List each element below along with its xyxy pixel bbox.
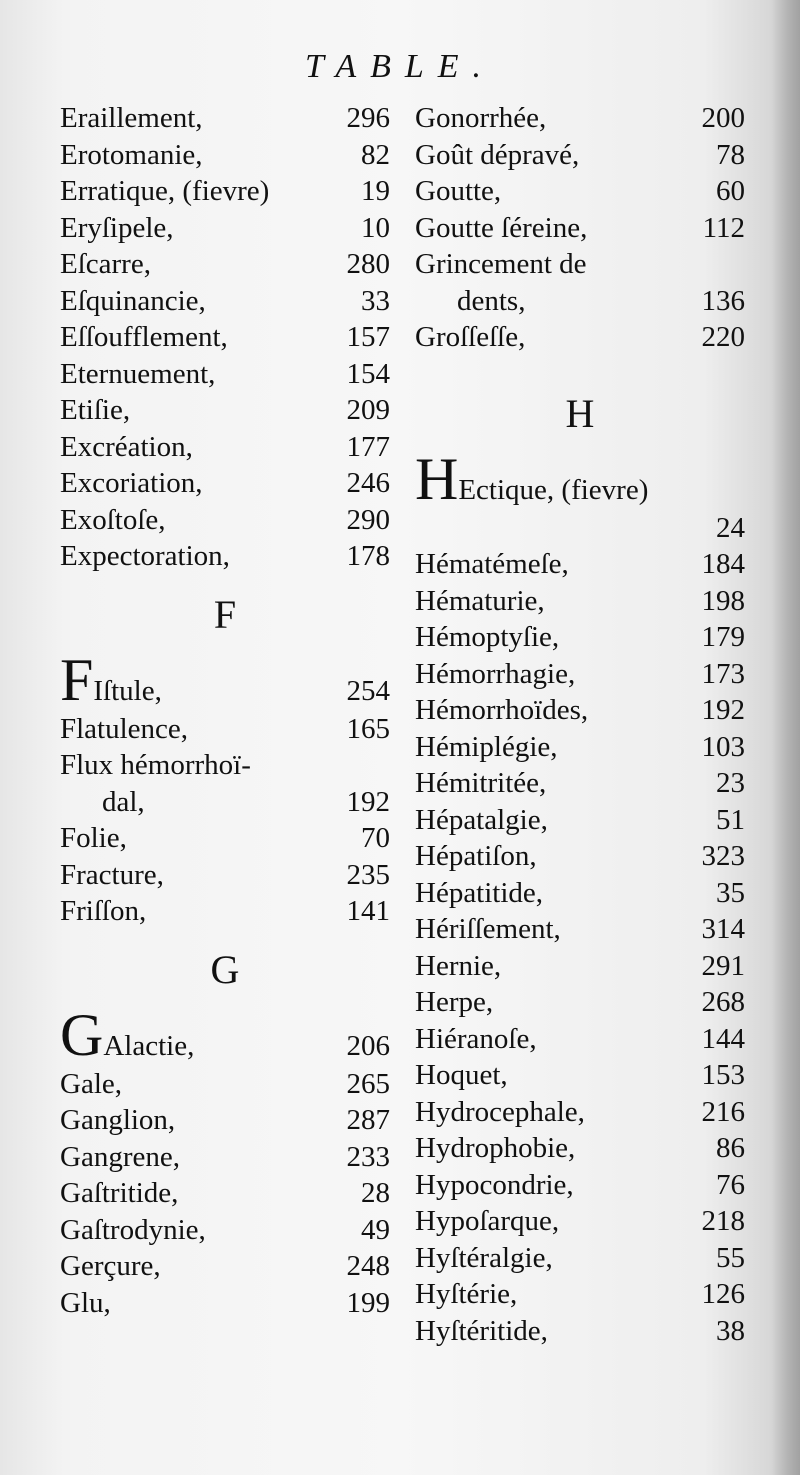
entry-term: Hémoptyſie, (415, 621, 560, 653)
index-entry (415, 911, 745, 948)
entry-page: 290 (346, 503, 390, 536)
index-entry (60, 538, 390, 575)
index-entry (415, 1057, 745, 1094)
drop-capital: F (60, 646, 94, 713)
index-entry-page-continuation (415, 510, 745, 547)
entry-page: 165 (346, 712, 390, 745)
index-entry (415, 765, 745, 802)
entry-page: 179 (701, 621, 745, 653)
index-entry-initial (60, 646, 390, 713)
index-entry (415, 1094, 745, 1131)
entry-page: 177 (346, 430, 390, 463)
entry-page: 220 (701, 321, 745, 353)
section-letter-f: F (213, 591, 237, 637)
entry-term: Hépatitide, (415, 876, 544, 909)
entry-page: 51 (716, 803, 745, 836)
entry-page: 173 (701, 657, 745, 690)
entry-page: 82 (361, 138, 390, 171)
entry-term: Goutte ſéreine, (415, 211, 588, 244)
index-entry (60, 1066, 390, 1103)
entry-term: Excoriation, (60, 467, 203, 499)
entry-page: 141 (346, 895, 390, 927)
entry-page: 296 (346, 102, 390, 134)
index-entry-initial (60, 1001, 390, 1068)
page-gutter-shadow (772, 0, 800, 1475)
entry-term: Iſtule, (93, 674, 162, 707)
entry-page: 28 (361, 1177, 390, 1209)
index-entry (60, 502, 390, 539)
entry-term: Grincement de (415, 248, 587, 280)
entry-term: Hyſtéritide, (415, 1314, 548, 1347)
index-entry (415, 283, 745, 320)
entry-term: Gaſtrodynie, (60, 1213, 206, 1246)
entry-term: Hydrocephale, (415, 1095, 585, 1128)
index-entry (60, 137, 390, 174)
index-entry (60, 1248, 390, 1285)
entry-page: 184 (701, 548, 745, 580)
entry-term: Eraillement, (60, 102, 203, 134)
index-entry (415, 692, 745, 729)
entry-page: 178 (346, 540, 390, 572)
index-entry (415, 319, 745, 356)
index-entry (60, 100, 390, 137)
g-entries (60, 1066, 390, 1322)
index-entry (60, 319, 390, 356)
right-column (415, 100, 745, 1349)
index-entry (415, 1021, 745, 1058)
index-entry (415, 1240, 745, 1277)
index-entry (60, 784, 390, 821)
entry-page: 126 (701, 1278, 745, 1310)
entry-term: Goutte, (415, 175, 502, 207)
index-entry (60, 1175, 390, 1212)
entry-term: Goût dépravé, (415, 138, 580, 171)
entry-term: Hypocondrie, (415, 1168, 574, 1201)
entry-term: Hémorrhoïdes, (415, 694, 589, 726)
entry-term: dal, (102, 785, 145, 818)
index-entry (415, 1203, 745, 1240)
entry-page: 112 (702, 211, 745, 244)
entry-page: 246 (346, 467, 390, 499)
entry-page: 287 (346, 1104, 390, 1136)
entry-page: 233 (346, 1140, 390, 1173)
index-entry-initial (415, 445, 745, 512)
page-header: TABLE. (304, 48, 496, 85)
entry-term: Alactie, (103, 1029, 195, 1062)
entry-term: Gaſtritide, (60, 1177, 179, 1209)
entry-page: 153 (701, 1059, 745, 1091)
e-entries (60, 100, 390, 575)
entry-page: 192 (346, 785, 390, 818)
entry-term: Hiéranoſe, (415, 1022, 537, 1055)
index-entry (415, 875, 745, 912)
entry-page: 23 (716, 767, 745, 799)
index-entry (60, 465, 390, 502)
entry-page: 70 (361, 822, 390, 854)
index-entry (60, 893, 390, 930)
entry-page: 291 (701, 949, 745, 982)
g-entries-continued (415, 100, 745, 356)
index-entry (60, 392, 390, 429)
index-entry (415, 619, 745, 656)
entry-term: Exoſtoſe, (60, 503, 166, 536)
entry-term: Hyſtérie, (415, 1278, 518, 1310)
entry-page: 157 (346, 321, 390, 353)
entry-term: Hypoſarque, (415, 1205, 560, 1237)
entry-page: 248 (346, 1250, 390, 1282)
index-entry (415, 173, 745, 210)
index-entry (60, 711, 390, 748)
entry-term: Hépatalgie, (415, 803, 548, 836)
h-entries (415, 546, 745, 1349)
entry-term: Flatulence, (60, 712, 189, 745)
entry-term: Hernie, (415, 949, 502, 982)
index-entry (415, 1313, 745, 1350)
entry-page: 86 (716, 1132, 745, 1164)
entry-page: 314 (701, 913, 745, 945)
entry-term: Gerçure, (60, 1250, 161, 1282)
index-entry (415, 729, 745, 766)
entry-term: Etiſie, (60, 394, 131, 426)
index-entry (415, 583, 745, 620)
entry-term: Hématémeſe, (415, 548, 569, 580)
entry-page: 136 (701, 284, 745, 317)
entry-page: 55 (716, 1241, 745, 1274)
entry-page: 35 (716, 876, 745, 909)
entry-page: 38 (716, 1314, 745, 1347)
index-entry (60, 246, 390, 283)
entry-page: 218 (701, 1205, 745, 1237)
entry-term: Hyſtéralgie, (415, 1241, 553, 1274)
section-letter-h: H (565, 390, 595, 436)
entry-page: 235 (346, 858, 390, 891)
index-entry (60, 1212, 390, 1249)
entry-page: 323 (701, 840, 745, 872)
entry-page: 10 (361, 211, 390, 244)
entry-term: Erotomanie, (60, 138, 203, 171)
entry-term: Gale, (60, 1067, 122, 1100)
drop-capital: G (60, 1001, 104, 1068)
entry-term: Hématurie, (415, 584, 545, 617)
entry-term: Hémorrhagie, (415, 657, 576, 690)
entry-page: 78 (716, 138, 745, 171)
entry-page: 103 (701, 730, 745, 763)
index-entry (415, 656, 745, 693)
entry-term: Hériſſement, (415, 913, 561, 945)
entry-term: Eſcarre, (60, 248, 151, 280)
entry-page: 265 (346, 1067, 390, 1100)
entry-term: Gonorrhée, (415, 102, 547, 134)
entry-term: Erratique, (fievre) (60, 175, 270, 207)
section-letter-g: G (210, 946, 240, 992)
entry-page: 24 (716, 511, 745, 544)
index-entry (60, 210, 390, 247)
drop-capital: H (415, 445, 459, 512)
entry-term: Eryſipele, (60, 211, 174, 244)
index-entry (60, 1285, 390, 1322)
index-entry (60, 1139, 390, 1176)
index-entry (60, 356, 390, 393)
entry-page: 19 (361, 175, 390, 207)
entry-term: Friſſon, (60, 895, 147, 927)
entry-page: 199 (346, 1286, 390, 1319)
index-entry (415, 1167, 745, 1204)
index-entry (60, 1102, 390, 1139)
entry-page: 33 (361, 284, 390, 317)
entry-term: Hydrophobie, (415, 1132, 576, 1164)
entry-term: Flux hémorrhoï- (60, 749, 251, 781)
entry-page: 209 (346, 394, 390, 426)
index-entry (415, 210, 745, 247)
index-entry (415, 137, 745, 174)
entry-term: Excréation, (60, 430, 193, 463)
index-entry (415, 100, 745, 137)
entry-term: Groſſeſſe, (415, 321, 526, 353)
index-entry (60, 747, 390, 784)
index-entry (60, 429, 390, 466)
entry-term: Gangrene, (60, 1140, 180, 1173)
index-entry (60, 857, 390, 894)
entry-term: Fracture, (60, 858, 164, 891)
entry-term: Glu, (60, 1286, 111, 1319)
entry-term: Eſquinancie, (60, 284, 206, 317)
entry-page: 216 (701, 1095, 745, 1128)
entry-term: Hémitritée, (415, 767, 547, 799)
entry-term: Hémiplégie, (415, 730, 558, 763)
entry-page: 144 (701, 1022, 745, 1055)
entry-term: Ectique, (fievre) (458, 473, 649, 506)
index-entry (60, 173, 390, 210)
entry-page: 154 (346, 357, 390, 390)
entry-term: Expectoration, (60, 540, 230, 572)
index-entry (415, 838, 745, 875)
entry-page: 200 (701, 102, 745, 134)
entry-page: 192 (701, 694, 745, 726)
index-entry (60, 283, 390, 320)
entry-term: Hépatiſon, (415, 840, 537, 872)
index-entry (415, 984, 745, 1021)
entry-term: Eternuement, (60, 357, 216, 390)
index-entry (60, 820, 390, 857)
f-entries (60, 711, 390, 930)
entry-page: 268 (701, 986, 745, 1018)
entry-page: 280 (346, 248, 390, 280)
entry-term: Eſſoufflement, (60, 321, 228, 353)
index-entry (415, 1276, 745, 1313)
entry-term: Herpe, (415, 986, 494, 1018)
index-entry (415, 246, 745, 283)
entry-page: 206 (346, 1029, 390, 1062)
entry-term: Ganglion, (60, 1104, 176, 1136)
entry-term: Hoquet, (415, 1059, 508, 1091)
index-entry (415, 546, 745, 583)
index-entry (415, 802, 745, 839)
entry-page: 198 (701, 584, 745, 617)
entry-page: 76 (716, 1168, 745, 1201)
entry-page: 49 (361, 1213, 390, 1246)
index-entry (415, 948, 745, 985)
left-column (60, 100, 390, 1321)
entry-term: dents, (457, 284, 526, 317)
index-entry (415, 1130, 745, 1167)
entry-page: 254 (346, 674, 390, 707)
entry-page: 60 (716, 175, 745, 207)
entry-term: Folie, (60, 822, 127, 854)
